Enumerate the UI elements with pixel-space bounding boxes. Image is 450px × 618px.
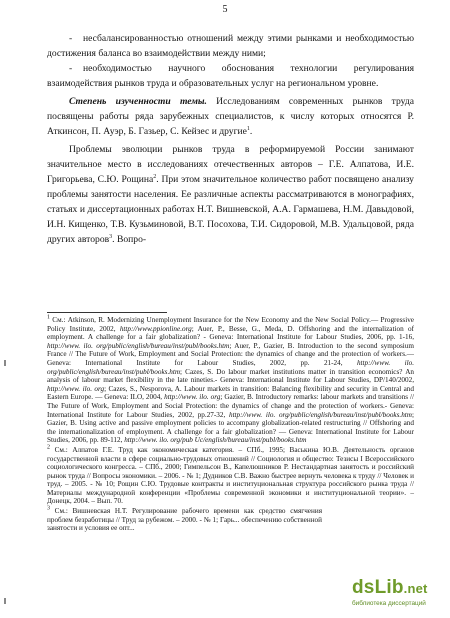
bullet-text-2: необходимостью научного обоснования технологии регулирования взаимодействия рынков труда и образовательных услуг на региональном уровне.	[47, 63, 414, 89]
footnote-3	[47, 507, 414, 533]
section-term: Степень изученности темы.	[69, 96, 207, 107]
paragraph-end: . Вопро-	[112, 234, 147, 245]
footnote-separator	[47, 312, 167, 313]
footnote-text: См.: Алпатов Г.Е. Труд как экономическая категория. – СПб., 1995; Васькина Ю.В. Деятельность органов государственной власти в сфере социально-трудовых отношений // Социология и общество: Тезисы I Всероссийского социологического конгресса. – СПб., 2000; Гимпельсон В., Капелюшников Р. Нестандартная занятость и российский рынок труда // Вопросы экономики. – 2006. - № 1; Дудников С.В. Важно быстрее вернуть человека к труду // Человек и труд. – 2005. - № 10; Рощин С.Ю. Трудовые контракты и институциональная структура российского рынка труда // Материалы международной конференции «Проблемы современной экономики и институциональной теории». – Донецк, 2004. – Вып. 70.	[47, 445, 414, 506]
footnote-text: ; Gazier, B. Using active and passive employment policies to accompany globalization-related restructuring // Offshoring and the internationalization of employment. A challenge for a fair globalization? — Geneva: International Institute for Labour Studies, 2006, pp. 89-112,	[47, 410, 414, 445]
bullet-dash: -	[69, 33, 73, 44]
footnote-url: http://www. ilo. org/public/english/bureau/inst/publ/books.htm	[228, 410, 412, 419]
paragraph-problems	[47, 142, 414, 247]
footnote-ref: 2	[153, 173, 157, 180]
footnote-text: ; Cazes, S., Nesporova, A. Labour markets in transition: Balancing flexibility and security in Central and Eastern Europe. — Geneva: ILO, 2004,	[47, 384, 414, 402]
footnote-url: http://www. ilo. org	[47, 384, 105, 393]
bullet-dash: -	[69, 63, 73, 74]
footnote-1	[47, 316, 414, 445]
paragraph-research-degree	[47, 94, 414, 139]
paragraph-text: . При этом значительное количество работ посвящено анализу проблемы занятости населения. Ее различные аспекты рассматриваются в монографиях, статьях и диссертационных работах Н.Т. Вишневской, А.А. Гармашева, Н.М. Давыдовой, И.Н. Кищенко, Т.В. Кузьминовой, В.Т. Посохова, Т.И. Сидоровой, М.В. Удальцовой, ряда других авторов	[47, 174, 414, 245]
paragraph-end: .	[249, 126, 253, 137]
footnote-text: ; Gazier, B. Introductory remarks: labour markets and transitions // The Future of Work, Employment and Social Protection: the dynamics of change and the protection of workers.- Geneva: International Institute for Labour Studies, 2002, pp.27-32,	[47, 393, 414, 419]
paragraph-text: Проблемы эволюции рынков труда в реформируемой России занимают значительное место в исследованиях отечественных авторов – Г.Е. Алпатова, И.Е. Григорьева, С.Ю. Рощина	[47, 144, 414, 185]
watermark	[352, 577, 444, 613]
bullet-text-1: несбалансированностью отношений между этими рынками и необходимостью достижения баланса во взаимодействии между ними;	[47, 33, 414, 59]
page-number: 5	[222, 4, 228, 15]
footnote-mark: 2	[47, 444, 50, 451]
footnote-ref: 1	[246, 125, 250, 132]
footnote-url: http://www. ilo. org/public/english/bureau/inst/publ/books.htm	[47, 358, 414, 376]
watermark-logo-tld: .net	[403, 581, 428, 596]
footnote-mark: 3	[47, 505, 50, 512]
bullet-item-1	[47, 31, 414, 61]
watermark-logo-main: dsLib	[352, 577, 404, 598]
watermark-caption: библиотека диссертаций	[352, 600, 426, 607]
footnote-text: См.: Atkinson, R. Modernizing Unemployment Insurance for the New Economy and the New Social Policy.— Progressive Policy Institute, 2002,	[47, 316, 414, 333]
bullet-item-2	[47, 61, 414, 91]
footnote-ref: 3	[109, 233, 113, 240]
footnote-url: http://www. ilo. org/pub Uc/english/bureau/inst/publ/books.htm	[124, 436, 307, 445]
footnote-url: http://www. ilo. org	[164, 393, 221, 402]
main-text	[47, 31, 414, 247]
footnote-text: ; Cazes, S. Do labour market institutions matter in transition economics? An analysis of labour market flexibility in the late nineties.- Geneva: International Institute for Labour Studies, DP/140/2002,	[47, 367, 414, 385]
scan-margin-mark	[4, 598, 6, 604]
footnote-text: См.: Вишневская Н.Т. Регулирование рабочего времени как средство смягчения проблем безработицы // Труд за рубежом. – 2000. - № 1; Гарь... обеспечению собственной занятости и условия ее опт...	[47, 507, 322, 533]
footnotes	[47, 316, 414, 534]
watermark-logo	[352, 577, 428, 600]
footnote-2	[47, 446, 414, 506]
footnote-text: ; Auer, P., Gazier, B. Introduction to the second symposium France // The Future of Work, Employment and Social Protection: the dynamics of change and the protection of workers.— Geneva: International Institute for Labour Studies, 2002, pp. 21-24,	[47, 341, 414, 367]
scan-margin-mark	[4, 360, 6, 366]
paragraph-text: Исследованиям современных рынков труда посвящены работы ряда зарубежных специалистов, к числу которых относятся Р. Аткинсон, П. Ауэр, Б. Газьер, С. Кейзес и другие	[47, 96, 414, 137]
footnote-text: ; Auer, P., Besse, G., Meda, D. Offshoring and the internalization of employment. A challenge for a fair globalization? - Geneva: International Institute for Labour Studies, 2006, pp. 1-16,	[47, 324, 414, 342]
footnote-url: http://www.ppionline.org	[119, 324, 192, 333]
footnote-mark: 1	[47, 314, 50, 321]
footnote-url: http://www. ilo. org/public/english/bureau/inst/publ/books.htm	[47, 341, 230, 350]
